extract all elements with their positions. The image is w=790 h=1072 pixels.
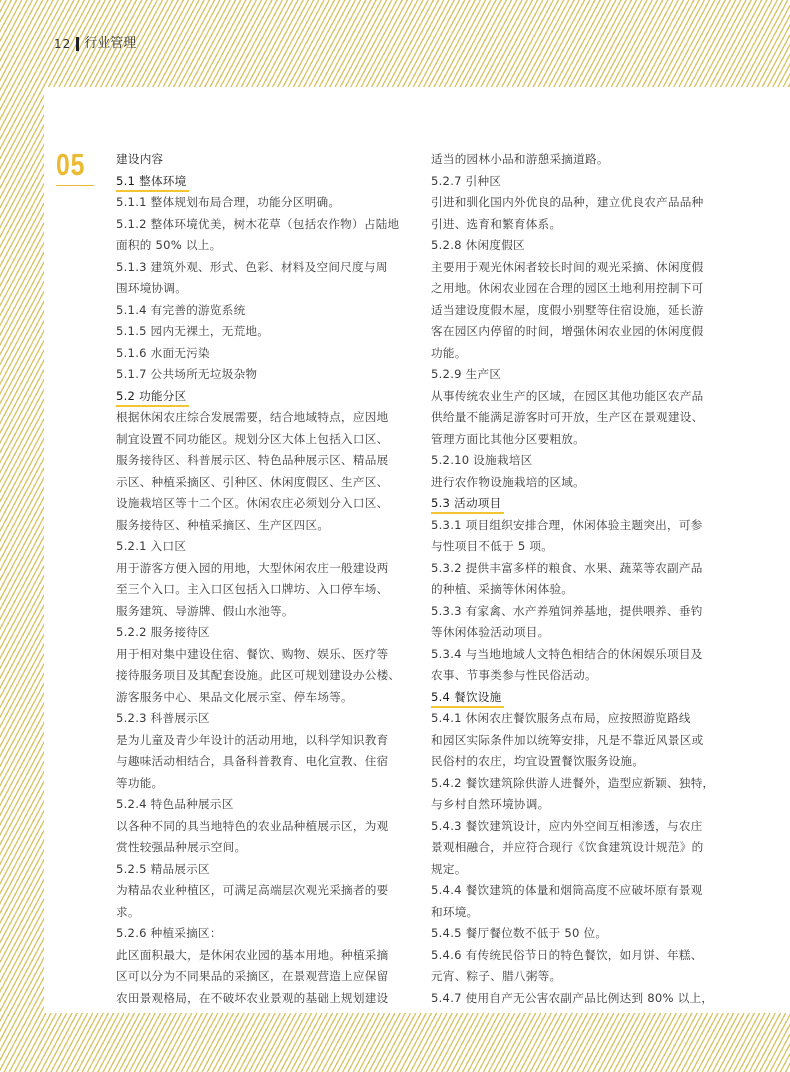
text-line: 与乡村自然环境协调。 — [431, 797, 550, 811]
text-line: 制宜设置不同功能区。规划分区大体上包括入口区、 — [116, 431, 389, 446]
text-line: 5.2.5 精品展示区 — [116, 861, 210, 876]
text-line: 主要用于观光休闲者较长时间的观光采摘、休闲度假 — [431, 259, 704, 274]
text-line: 5.2.9 生产区 — [431, 367, 502, 381]
text-line: 5.4.1 休闲农庄餐饮服务点布局，应按照游览路线 — [431, 711, 691, 725]
text-line: 5.2.8 休闲度假区 — [431, 238, 525, 252]
text-line: 5.4.6 有传统民俗节日的特色餐饮，如月饼、年糕、 — [431, 947, 703, 962]
content-title: 建设内容 — [116, 152, 164, 166]
text-line: 面积的 50% 以上。 — [116, 238, 222, 252]
section-heading-text: 5.2 功能分区 — [116, 388, 189, 407]
text-line: 5.4.3 餐饮建筑设计，应内外空间互相渗透，与农庄 — [431, 818, 703, 833]
text-line: 至三个入口。主入口区包括入口牌坊、入口停车场、 — [116, 582, 389, 596]
text-line: 功能。 — [431, 345, 467, 360]
content-panel — [44, 87, 790, 1013]
text-line: 引进和驯化国内外优良的品种，建立优良农产品品种 — [431, 195, 704, 209]
text-line: 适当建设度假木屋，度假小别墅等住宿设施，延长游 — [431, 302, 704, 317]
text-line: 的种植、采摘等休闲体验。 — [431, 582, 574, 596]
text-line: 农田景观格局，在不破坏农业景观的基础上规划建设 — [116, 990, 389, 1005]
text-line: 5.2.10 设施栽培区 — [431, 453, 533, 467]
text-line: 服务建筑、导游牌、假山水池等。 — [116, 603, 294, 618]
text-line: 围环境协调。 — [116, 281, 188, 295]
text-line: 与趣味活动相结合，具备科普教育、电化宣教、住宿 — [116, 754, 389, 768]
left-column — [116, 149, 408, 1009]
text-line: 5.2.1 入口区 — [116, 539, 187, 553]
text-line: 5.1.5 园内无裸土，无荒地。 — [116, 324, 270, 338]
text-line: 5.1.1 整体规划布局合理，功能分区明确。 — [116, 195, 341, 209]
text-line: 接待服务项目及其配套设施。此区可规划建设办公楼、 — [116, 668, 401, 682]
text-line: 之用地。休闲农业园在合理的园区土地利用控制下可 — [431, 281, 704, 295]
text-line: 5.2.4 特色品种展示区 — [116, 797, 234, 811]
text-line: 进行农作物设施栽培的区域。 — [431, 474, 585, 489]
text-line: 游客服务中心、果品文化展示室、停车场等。 — [116, 689, 353, 704]
text-line: 此区面积最大，是休闲农业园的基本用地。种植采摘 — [116, 947, 389, 962]
right-column — [431, 149, 723, 1009]
text-line: 5.3.2 提供丰富多样的粮食、水果、蔬菜等农副产品 — [431, 560, 703, 575]
text-line: 管理方面比其他分区要粗放。 — [431, 431, 585, 446]
text-line: 从事传统农业生产的区域，在园区其他功能区农产品 — [431, 388, 704, 403]
page-number: 12 — [54, 37, 72, 51]
header-divider-bar — [76, 37, 79, 51]
chapter-underline — [56, 185, 94, 186]
text-line: 5.1.2 整体环境优美，树木花草（包括农作物）占陆地 — [116, 216, 400, 231]
text-line: 5.3.4 与当地地域人文特色相结合的休闲娱乐项目及 — [431, 646, 703, 661]
text-line: 供给量不能满足游客时可开放，生产区在景观建设、 — [431, 410, 704, 424]
section-heading — [116, 386, 408, 408]
text-line: 适当的园林小品和游憩采摘道路。 — [431, 152, 609, 166]
section-heading-text: 5.4 餐饮设施 — [431, 689, 504, 708]
text-line: 求。 — [116, 904, 140, 919]
text-line: 5.2.3 科普展示区 — [116, 711, 210, 725]
text-line: 等功能。 — [116, 775, 164, 790]
section-heading — [116, 171, 408, 193]
header-section-title: 行业管理 — [84, 36, 137, 51]
text-line: 5.3.3 有家禽、水产养殖饲养基地，提供喂养、垂钓 — [431, 603, 703, 618]
text-line: 示区、种植采摘区、引种区、休闲度假区、生产区、 — [116, 474, 389, 489]
text-line: 5.4.7 使用自产无公害农副产品比例达到 80% 以上， — [431, 990, 714, 1005]
text-line: 规定。 — [431, 861, 467, 876]
text-line: 景观相融合，并应符合现行《饮食建筑设计规范》的 — [431, 840, 704, 854]
text-line: 民俗村的农庄，均宜设置餐饮服务设施。 — [431, 754, 645, 768]
text-line: 5.4.5 餐厅餐位数不低于 50 位。 — [431, 926, 608, 940]
text-line: 根据休闲农庄综合发展需要，结合地域特点，应因地 — [116, 410, 389, 424]
text-line: 是为儿童及青少年设计的活动用地，以科学知识教育 — [116, 732, 389, 747]
text-line: 设施栽培区等十二个区。休闲农庄必须划分入口区、 — [116, 496, 389, 510]
text-line: 客在园区内停留的时间，增强休闲农业园的休闲度假 — [431, 324, 704, 338]
text-line: 5.2.6 种植采摘区： — [116, 926, 222, 940]
text-line: 为精品农业种植区，可满足高端层次观光采摘者的要 — [116, 883, 389, 897]
text-line: 5.1.3 建筑外观、形式、色彩、材料及空间尺度与周 — [116, 259, 388, 274]
text-line: 5.2.2 服务接待区 — [116, 625, 210, 639]
text-line: 5.4.4 餐饮建筑的体量和烟筒高度不应破坏原有景观 — [431, 883, 703, 897]
text-line: 5.2.7 引种区 — [431, 173, 502, 188]
text-line: 区可以分为不同果品的采摘区，在景观营造上应保留 — [116, 969, 389, 983]
section-heading-text: 5.1 整体环境 — [116, 173, 189, 192]
text-line: 等休闲体验活动项目。 — [431, 625, 550, 639]
text-line: 用于游客方便入园的用地，大型休闲农庄一般建设两 — [116, 560, 389, 575]
text-line: 5.1.4 有完善的游览系统 — [116, 302, 246, 317]
text-line: 元宵、粽子、腊八粥等。 — [431, 969, 562, 983]
page-header — [54, 36, 136, 52]
section-heading-text: 5.3 活动项目 — [431, 495, 504, 514]
text-line: 服务接待区、种植采摘区、生产区四区。 — [116, 517, 330, 532]
text-line: 5.1.7 公共场所无垃圾杂物 — [116, 367, 258, 381]
text-line: 引进、选育和繁育体系。 — [431, 216, 562, 231]
text-line: 以各种不同的具当地特色的农业品种植展示区，为观 — [116, 818, 389, 833]
text-line: 服务接待区、科普展示区、特色品种展示区、精品展 — [116, 453, 389, 467]
text-line: 和环境。 — [431, 904, 479, 919]
text-line: 5.4.2 餐饮建筑除供游人进餐外，造型应新颖、独特， — [431, 775, 715, 790]
section-heading — [431, 493, 723, 515]
text-line: 5.1.6 水面无污染 — [116, 345, 210, 360]
text-line: 用于相对集中建设住宿、餐饮、购物、娱乐、医疗等 — [116, 646, 389, 661]
section-heading — [431, 687, 723, 709]
chapter-number: 05 — [56, 147, 86, 182]
text-line: 与性项目不低于 5 项。 — [431, 539, 554, 553]
text-line: 赏性较强品种展示空间。 — [116, 840, 247, 854]
text-line: 农事、节事类参与性民俗活动。 — [431, 668, 597, 682]
text-line: 和园区实际条件加以统筹安排，凡是不靠近风景区或 — [431, 732, 704, 747]
text-line: 5.3.1 项目组织安排合理，休闲体验主题突出，可参 — [431, 517, 703, 532]
